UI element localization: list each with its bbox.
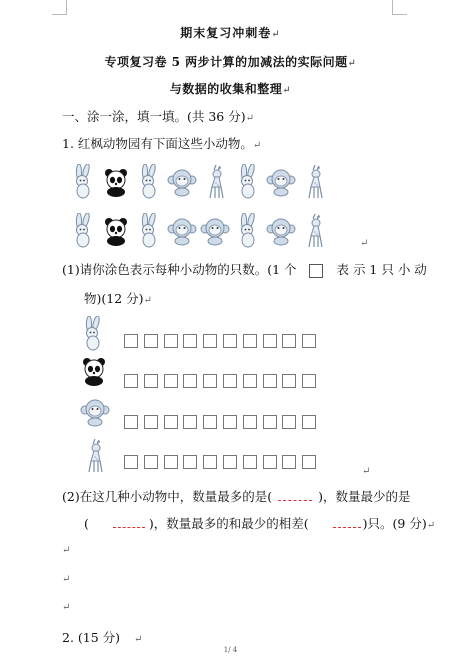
color-box[interactable] [183,334,197,348]
monkey-icon [165,211,198,251]
page-number: 1/ 4 [223,646,238,654]
color-box[interactable] [263,374,277,388]
color-box[interactable] [223,415,237,429]
color-box[interactable] [164,455,178,469]
color-box[interactable] [243,455,257,469]
color-box[interactable] [263,415,277,429]
deer-icon [297,211,330,251]
page-subtitle-2: 与数据的收集和整理↵ [169,82,292,96]
color-box[interactable] [282,455,296,469]
color-box[interactable] [302,374,316,388]
legend-square-icon [309,264,323,278]
sub-question-2-line1: (2)在这几种小动物中，数量最多的是( )，数量最少的是 [62,489,411,504]
deer-icon [80,437,108,479]
color-box[interactable] [282,334,296,348]
color-box[interactable] [223,455,237,469]
color-box[interactable] [203,455,217,469]
monkey-icon [198,211,231,251]
monkey-icon [165,162,198,202]
rabbit-icon [132,162,165,202]
panda-icon [99,211,132,251]
corner-mark-top-left [52,0,67,15]
color-box[interactable] [282,415,296,429]
color-box[interactable] [124,455,138,469]
color-box[interactable] [144,455,158,469]
rabbit-icon [132,211,165,251]
paragraph-mark: ↵ [62,545,71,556]
rabbit-icon [231,162,264,202]
rabbit-icon [66,162,99,202]
sub-question-1-line1: (1)请你涂色表示每种小动物的只数。(1 个 表 示 1 只 小 动 [62,262,427,277]
color-box[interactable] [164,334,178,348]
deer-icon [297,162,330,202]
panda-icon [99,162,132,202]
answer-blank-difference[interactable] [333,515,361,528]
color-box[interactable] [124,334,138,348]
color-box[interactable] [243,334,257,348]
color-box[interactable] [144,374,158,388]
color-box[interactable] [203,415,217,429]
deer-icon [198,162,231,202]
color-box-row [124,374,322,388]
paragraph-mark: ↵ [62,574,71,585]
answer-blank-most[interactable] [278,488,312,501]
color-box[interactable] [302,334,316,348]
color-box[interactable] [223,374,237,388]
color-box[interactable] [263,334,277,348]
color-box[interactable] [164,374,178,388]
monkey-icon [264,211,297,251]
animal-row-2 [66,211,330,251]
color-box[interactable] [183,455,197,469]
sub-question-2-line2: ( )，数量最多的和最少的相差( )只。(9 分)↵ [84,516,436,531]
question-1: 1. 红枫动物园有下面这些小动物。↵ [62,136,262,151]
color-box-row [124,415,322,429]
color-box[interactable] [223,334,237,348]
page-subtitle-1: 专项复习卷 5 两步计算的加减法的实际问题↵ [104,55,357,69]
color-box[interactable] [144,334,158,348]
color-box[interactable] [183,415,197,429]
question-2: 2. (15 分) ↵ [62,630,143,645]
color-box[interactable] [282,374,296,388]
color-box[interactable] [263,455,277,469]
corner-mark-top-right [392,0,407,15]
color-box[interactable] [203,374,217,388]
monkey-icon [264,162,297,202]
answer-blank-least[interactable] [113,515,145,528]
section-heading: 一、涂一涂，填一填。(共 36 分)↵ [62,109,254,124]
color-box[interactable] [243,415,257,429]
panda-icon [80,356,108,390]
color-box[interactable] [124,374,138,388]
color-box[interactable] [164,415,178,429]
color-box[interactable] [302,455,316,469]
animal-row-1 [66,162,330,202]
color-box[interactable] [183,374,197,388]
rabbit-icon [66,211,99,251]
paragraph-mark: ↵ [62,602,71,613]
rabbit-icon [231,211,264,251]
color-box-row [124,334,322,348]
color-box-row [124,455,322,469]
color-box[interactable] [203,334,217,348]
paragraph-mark: ↵ [360,238,369,249]
paragraph-mark: ↵ [362,466,371,477]
color-box[interactable] [243,374,257,388]
rabbit-icon [80,316,106,356]
page-title: 期末复习冲刺卷↵ [180,26,281,40]
color-box[interactable] [144,415,158,429]
monkey-icon [80,397,110,431]
color-box[interactable] [124,415,138,429]
color-box[interactable] [302,415,316,429]
sub-question-1-line2: 物)(12 分)↵ [84,291,152,306]
